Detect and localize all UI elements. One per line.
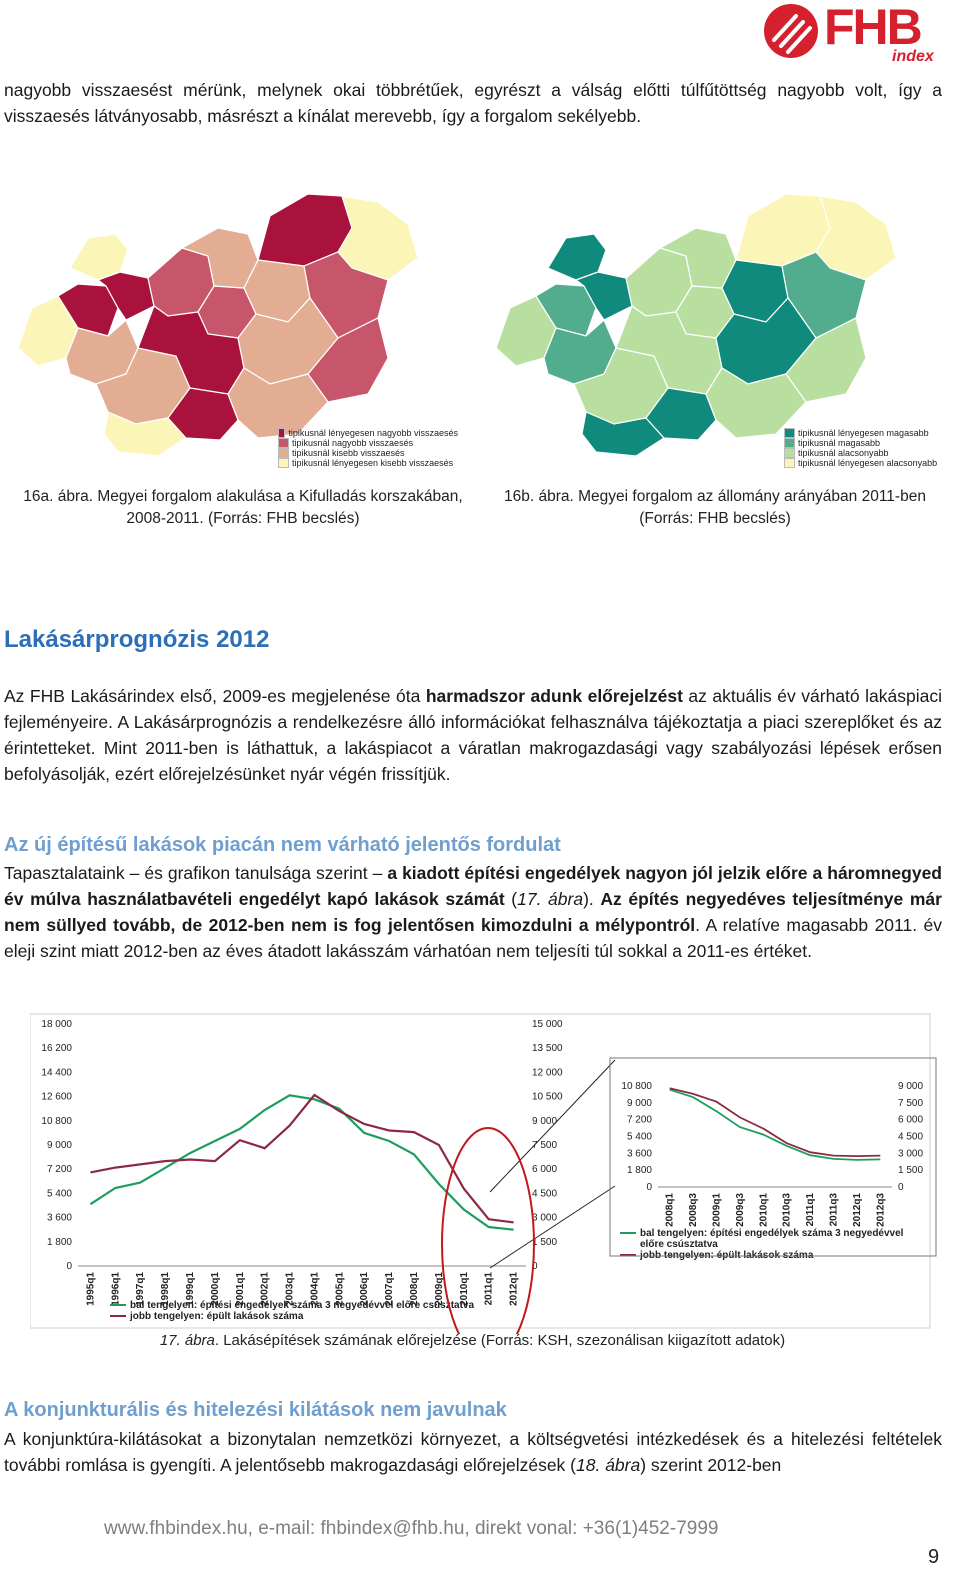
- map16b-legend-swatch: [784, 448, 795, 458]
- section2-text-3: (: [504, 889, 518, 909]
- x-tick-label: 2008q3: [688, 1193, 700, 1227]
- y-left-tick-label: 9 000: [626, 1097, 652, 1109]
- y-left-tick-label: 0: [66, 1261, 72, 1272]
- map16a-legend-label: tipikusnál lényegesen kisebb visszaesés: [292, 458, 454, 468]
- y-right-tick-label: 15 000: [532, 1019, 563, 1030]
- chart-17: [30, 1012, 945, 1334]
- y-left-tick-label: 1 800: [626, 1165, 652, 1177]
- chart17-zoom-legend-label: jobb tengelyen: épült lakások száma: [640, 1250, 814, 1261]
- y-left-tick-label: 9 000: [46, 1140, 72, 1151]
- x-tick-label: 1996q1: [110, 1272, 122, 1306]
- logo-text: FHB: [824, 0, 921, 55]
- y-right-tick-label: 6 000: [532, 1164, 558, 1176]
- y-right-tick-label: 6 000: [898, 1114, 924, 1126]
- x-tick-label: 2004q1: [309, 1272, 321, 1306]
- x-tick-label: 2008q1: [409, 1272, 420, 1306]
- map16b-legend-swatch: [784, 438, 795, 448]
- section1-text-a: Az FHB Lakásárindex első, 2009-es megjelenése óta: [4, 686, 426, 706]
- map16a-legend-swatch: [278, 448, 289, 458]
- y-left-tick-label: 5 400: [46, 1188, 72, 1200]
- y-right-tick-label: 9 000: [532, 1115, 558, 1127]
- map16b-legend-item: [784, 448, 944, 458]
- x-tick-label: 2010q3: [781, 1193, 793, 1227]
- y-right-tick-label: 1 500: [532, 1236, 558, 1248]
- x-tick-label: 2009q1: [433, 1272, 445, 1306]
- y-right-tick-label: 0: [898, 1182, 904, 1193]
- x-tick-label: 2009q3: [734, 1193, 746, 1227]
- section2-text-4: 17. ábra: [517, 889, 584, 909]
- chart17-zoom-legend-label: bal tengelyen: építési engedélyek száma 3 negyedévvel: [640, 1228, 904, 1239]
- map16a-legend-swatch: [278, 438, 289, 448]
- section2-text-2: a kiadott építési engedélyek nagyon jól jelzik előre a háromnegyed év múlva használatbavételi engedélyt kapó lakások számát: [4, 863, 942, 909]
- caption-17-label: 17. ábra: [159, 1332, 215, 1349]
- y-left-tick-label: 3 600: [46, 1212, 72, 1224]
- map16a-legend-item: [278, 428, 458, 438]
- footer-contact: www.fhbindex.hu, e-mail: fhbindex@fhb.hu, direkt vonal: +36(1)452-7999: [104, 1518, 719, 1539]
- map16b-legend-label: tipikusnál magasabb: [798, 438, 881, 448]
- y-left-tick-label: 7 200: [626, 1114, 652, 1126]
- map-16a: [8, 188, 458, 473]
- map16a-legend-swatch: [278, 458, 289, 468]
- caption-16b-line2: (Forrás: FHB becslés): [639, 510, 791, 527]
- x-tick-label: 2011q1: [805, 1193, 817, 1227]
- y-left-tick-label: 10 800: [621, 1081, 652, 1092]
- map16b-legend-item: [784, 438, 944, 448]
- section3-paragraph: [4, 1426, 942, 1478]
- page-number: 9: [928, 1546, 940, 1568]
- section3-text-2: 18. ábra: [576, 1455, 641, 1475]
- caption-16b: [470, 486, 960, 530]
- x-tick-label: 2005q1: [334, 1272, 346, 1306]
- x-tick-label: 2009q1: [711, 1193, 723, 1227]
- y-right-tick-label: 1 500: [898, 1165, 924, 1177]
- section2-paragraph: [4, 860, 942, 964]
- y-left-tick-label: 1 800: [46, 1236, 72, 1248]
- intro-paragraph: nagyobb visszaesést mérünk, melynek okai többrétűek, egyrészt a válság előtti túlfűtöttség nagyobb volt, így a visszaesés látványosabb, másrészt a kínálat merevebb, így a forgalom sekélyebb.: [4, 80, 942, 126]
- map16b-legend-swatch: [784, 458, 795, 468]
- y-right-tick-label: 4 500: [898, 1131, 924, 1143]
- map16a-legend-item: [278, 458, 458, 468]
- map16b-legend-label: tipikusnál alacsonyabb: [798, 448, 889, 458]
- y-right-tick-label: 4 500: [532, 1188, 558, 1200]
- caption-17-text: . Lakásépítések számának előrejelzése (Forrás: KSH, szezonálisan kiigazított adatok): [214, 1332, 786, 1349]
- caption-16a: [0, 486, 486, 530]
- x-tick-label: 2010q1: [758, 1193, 770, 1227]
- map16a-legend-label: tipikusnál nagyobb visszaesés: [292, 438, 414, 448]
- x-tick-label: 1999q1: [185, 1272, 196, 1306]
- section1-paragraph: [4, 683, 942, 787]
- y-right-tick-label: 12 000: [532, 1067, 563, 1079]
- y-left-tick-label: 10 800: [41, 1115, 72, 1127]
- y-right-tick-label: 9 000: [898, 1081, 924, 1092]
- map16b-legend-label: tipikusnál lényegesen magasabb: [798, 428, 929, 438]
- y-right-tick-label: 10 500: [532, 1091, 563, 1103]
- x-tick-label: 2003q1: [284, 1272, 296, 1306]
- x-tick-label: 2010q1: [458, 1272, 470, 1306]
- x-tick-label: 1997q1: [135, 1272, 147, 1306]
- section3-text-1: A konjunktúra-kilátásokat a bizonytalan nemzetközi környezet, a költségvetési intézkedések és a hitelezési feltételek további romlása is gyengíti. A jelentősebb makrogazdasági előrejelzések (: [4, 1429, 942, 1475]
- x-tick-label: 2012q1: [508, 1272, 520, 1306]
- section-heading-lakasarprognozis: Lakásárprognózis 2012: [4, 626, 270, 653]
- map16a-legend-item: [278, 448, 458, 458]
- map16b-legend-swatch: [784, 428, 795, 438]
- map16b-legend-item: [784, 428, 944, 438]
- section1-text-c: az aktuális év várható lakáspiaci fejleményeire. A Lakásárprognózis a rendelkezésre álló információkat felhasználva tájékoztatja a piaci szereplőket és az érintetteket. Mint 2011-ben is láthattuk, a lakáspiacot a váratlan makrogazdasági vagy szabályozási lépések erősen befolyásolják, ezért előrejelzésünket nyár végén frissítjük.: [4, 686, 942, 784]
- map16b-legend-label: tipikusnál lényegesen alacsonyabb: [798, 458, 938, 468]
- section2-text-7: . A relatíve magasabb 2011. év eleji szint miatt 2012-ben az éves átadott lakásszám várhatóan nem teljesíti túl sokkal a 2011-es értéket.: [4, 915, 942, 961]
- map16a-legend-label: tipikusnál kisebb visszaesés: [292, 448, 405, 458]
- x-tick-label: 2007q1: [384, 1272, 396, 1306]
- y-left-tick-label: 5 400: [626, 1131, 652, 1143]
- y-left-tick-label: 3 600: [626, 1148, 652, 1160]
- chart17-zoom-legend-label: előre csúsztatva: [640, 1239, 718, 1250]
- y-right-tick-label: 3 000: [898, 1148, 924, 1160]
- y-left-tick-label: 16 200: [41, 1043, 72, 1055]
- map16a-legend-swatch: [278, 428, 285, 438]
- y-right-tick-label: 3 000: [532, 1212, 558, 1224]
- x-tick-label: 1998q1: [160, 1272, 172, 1306]
- fhb-logo: [762, 2, 952, 70]
- y-left-tick-label: 18 000: [41, 1019, 72, 1030]
- y-left-tick-label: 12 600: [41, 1091, 72, 1103]
- y-right-tick-label: 0: [532, 1261, 538, 1272]
- y-right-tick-label: 13 500: [532, 1043, 563, 1055]
- section-heading-uj-epitesu: Az új építésű lakások piacán nem várható jelentős fordulat: [4, 834, 561, 856]
- y-left-tick-label: 0: [646, 1182, 652, 1193]
- section1-text-b: harmadszor adunk előrejelzést: [425, 686, 683, 706]
- caption-16a-line1: 16a. ábra. Megyei forgalom alakulása a Kifulladás korszakában,: [23, 488, 463, 505]
- y-left-tick-label: 7 200: [46, 1164, 72, 1176]
- legend-16b: [784, 428, 944, 468]
- legend-16a: [278, 428, 458, 468]
- logo-subtext: index: [892, 48, 934, 65]
- map-16b: [486, 188, 946, 473]
- caption-16a-line2: 2008-2011. (Forrás: FHB becslés): [126, 510, 360, 527]
- x-tick-label: 2012q3: [875, 1193, 887, 1227]
- caption-16b-line1: 16b. ábra. Megyei forgalom az állomány arányában 2011-ben: [504, 488, 926, 505]
- figure-17: [30, 1012, 945, 1334]
- x-tick-label: 2012q1: [851, 1193, 863, 1227]
- x-tick-label: 2000q1: [209, 1272, 221, 1306]
- map16a-legend-item: [278, 438, 458, 448]
- x-tick-label: 2008q1: [664, 1193, 676, 1227]
- caption-17: [0, 1330, 945, 1352]
- section2-text-1: Tapasztalataink – és grafikon tanulsága szerint –: [4, 863, 388, 883]
- section2-text-5: ).: [583, 889, 601, 909]
- chart17-main-legend-label: bal tengelyen: építési engedélyek száma 3 negyedévvel előre csúsztatva: [130, 1300, 475, 1311]
- map16b-legend-item: [784, 458, 944, 468]
- x-tick-label: 1995q1: [85, 1272, 97, 1306]
- x-tick-label: 2001q1: [234, 1272, 246, 1306]
- section2-text-6: Az építés negyedéves teljesítménye már nem süllyed tovább, de 2012-ben nem is fog jelentősen kimozdulni a mélypontról: [4, 889, 942, 935]
- y-left-tick-label: 14 400: [41, 1067, 72, 1079]
- x-tick-label: 2011q3: [828, 1193, 840, 1227]
- x-tick-label: 2006q1: [359, 1272, 371, 1306]
- x-tick-label: 2002q1: [259, 1272, 271, 1306]
- section-heading-konjunkturalis: A konjunkturális és hitelezési kilátások nem javulnak: [4, 1399, 507, 1421]
- map16a-legend-label: tipikusnál lényegesen nagyobb visszaesés: [288, 428, 458, 438]
- section3-text-3: ) szerint 2012-ben: [640, 1455, 782, 1475]
- y-right-tick-label: 7 500: [898, 1097, 924, 1109]
- x-tick-label: 2011q1: [483, 1272, 495, 1306]
- chart17-main-legend-label: jobb tengelyen: épült lakások száma: [130, 1311, 304, 1322]
- y-right-tick-label: 7 500: [532, 1140, 558, 1151]
